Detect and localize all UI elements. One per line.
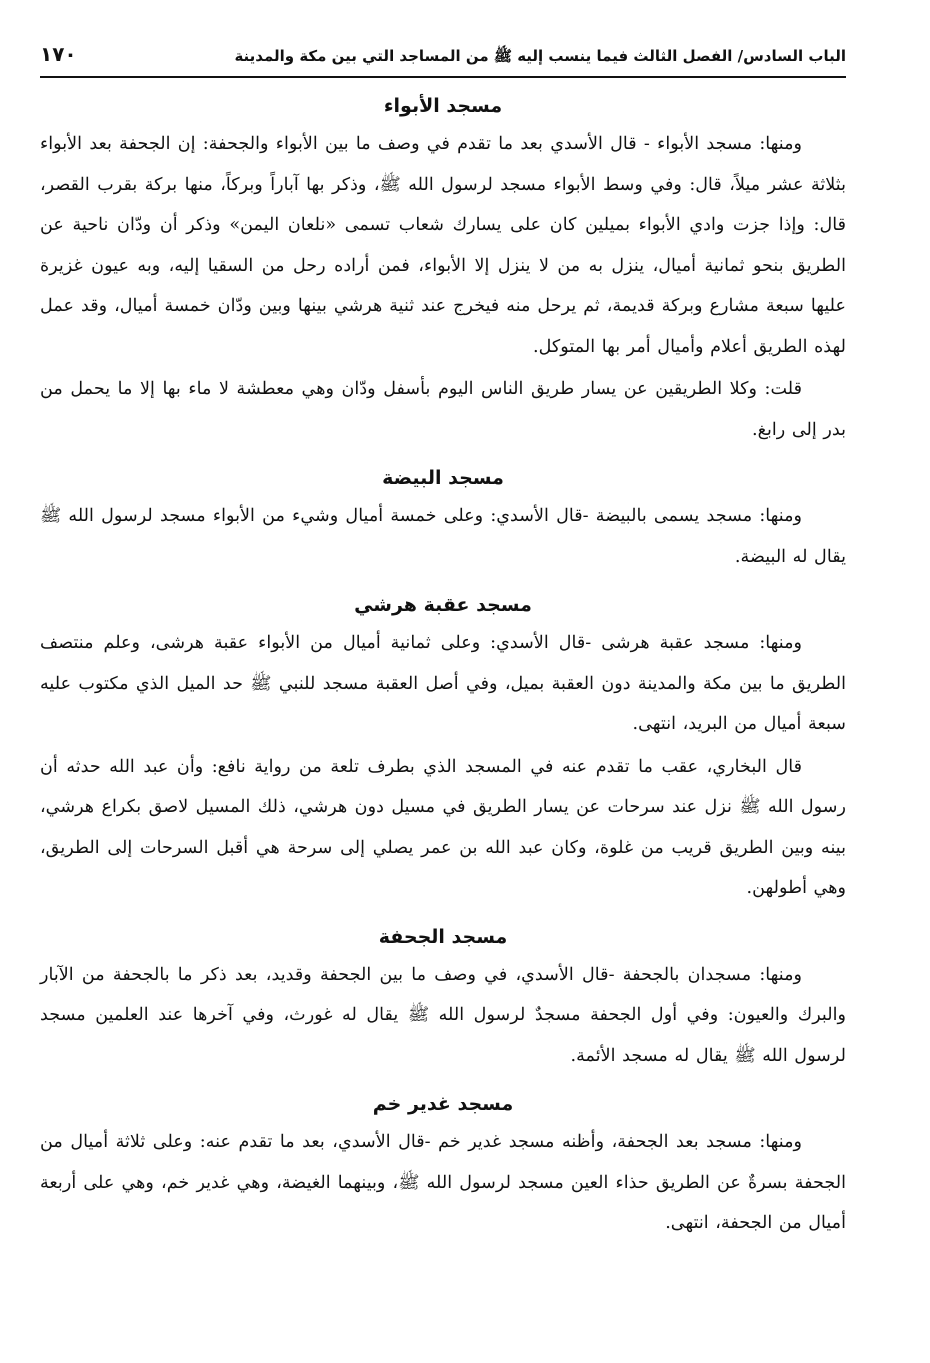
paragraph: ومنها: مسجد بعد الجحفة، وأظنه مسجد غدير خم -قال الأسدي، بعد ما تقدم عنه: وعلى ثلاثة أميال من الجحفة بسرةٌ عن الطريق حذاء العين مسجد لرسول الله ﷺ، وبينهما الغيضة، وهي غدير خم، وهي على أربعة أميال من الجحفة، انتهى. [40, 1132, 846, 1233]
section-aqabat-harsha [40, 589, 846, 909]
paragraph: ومنها: مسجد عقبة هرشى -قال الأسدي: وعلى ثمانية أميال من الأبواء عقبة هرشى، وعلم منتصف الطريق ما بين مكة والمدينة دون العقبة بميل، وفي أصل العقبة مسجد للنبي ﷺ حد الميل الذي مكتوب عليه سبعة أميال من البريد، انتهى. [40, 633, 846, 734]
paragraph: قلت: وكلا الطريقين عن يسار طريق الناس اليوم بأسفل ودّان وهي معطشة لا ماء بها إلا ما يحمل من بدر إلى رابغ. [40, 379, 846, 440]
paragraph: قال البخاري، عقب ما تقدم عنه في المسجد الذي بطرف تلعة من رواية نافع: وأن عبد الله حدثه أن رسول الله ﷺ نزل عند سرحات عن يسار الطريق في مسيل دون هرشي، ذلك المسيل لاصق بكراع هرشي، بينه وبين الطريق قريب من غلوة، وكان عبد الله بن عمر يصلي إلى سرحة هي أقبل السرحات إلى الطريق، وهي أطولهن. [40, 756, 846, 898]
page-number: ١٧٠ [40, 42, 77, 66]
section-ghadir-khumm [40, 1088, 846, 1244]
section-title: مسجد الجحفة [378, 925, 508, 948]
running-header-title: الباب السادس/ الفصل الثالث فيما ينسب إليه ﷺ من المساجد التي بين مكة والمدينة [234, 47, 846, 65]
paragraph: ومنها: مسجد يسمى بالبيضة -قال الأسدي: وعلى خمسة أميال وشيء من الأبواء مسجد لرسول الله ﷺ يقال له البيضة. [40, 506, 846, 567]
running-header [40, 40, 846, 78]
section-title: مسجد غدير خم [372, 1093, 514, 1115]
section-title: مسجد عقبة هرشي [354, 594, 532, 616]
paragraph: ومنها: مسجد الأبواء - قال الأسدي بعد ما تقدم في وصف ما بين الأبواء والجحفة: إن الجحفة بعد الأبواء بثلاثة عشر ميلاً، قال: وفي وسط الأبواء مسجد لرسول الله ﷺ، وذكر بها آباراً وبركاً، منها بركة بقرب القصر، قال: وإذا جزت وادي الأبواء بميلين كان على يسارك شعاب تسمى «نلعان اليمن» وذكر أن ودّان ناحية عن الطريق بنحو ثمانية أميال، ينزل به من لا ينزل إلا الأبواء، فمن أراده رحل من السقيا إليه، وبه عيون غزيرة عليها سبعة مشارع وبركة قديمة، ثم يرحل منه فيخرج عند ثنية هرشي بينها وبين ودّان خمسة أميال، وقد عمل لهذه الطريق أعلام وأميال أمر بها المتوكل. [40, 134, 846, 357]
section-title: مسجد البيضة [382, 467, 504, 489]
book-page [40, 40, 846, 1244]
section-title: مسجد الأبواء [383, 95, 503, 117]
section-juhfa [40, 921, 846, 1077]
paragraph: ومنها: مسجدان بالجحفة -قال الأسدي، في وصف ما بين الجحفة وقديد، بعد ذكر ما بالجحفة من الآبار والبرك والعيون: وفي أول الجحفة مسجدٌ لرسول الله ﷺ يقال له غورث، وفي آخرها عند العلمين مسجد لرسول الله ﷺ يقال له مسجد الأئمة. [40, 964, 846, 1066]
section-abwa [40, 90, 846, 450]
section-bayda [40, 462, 846, 577]
